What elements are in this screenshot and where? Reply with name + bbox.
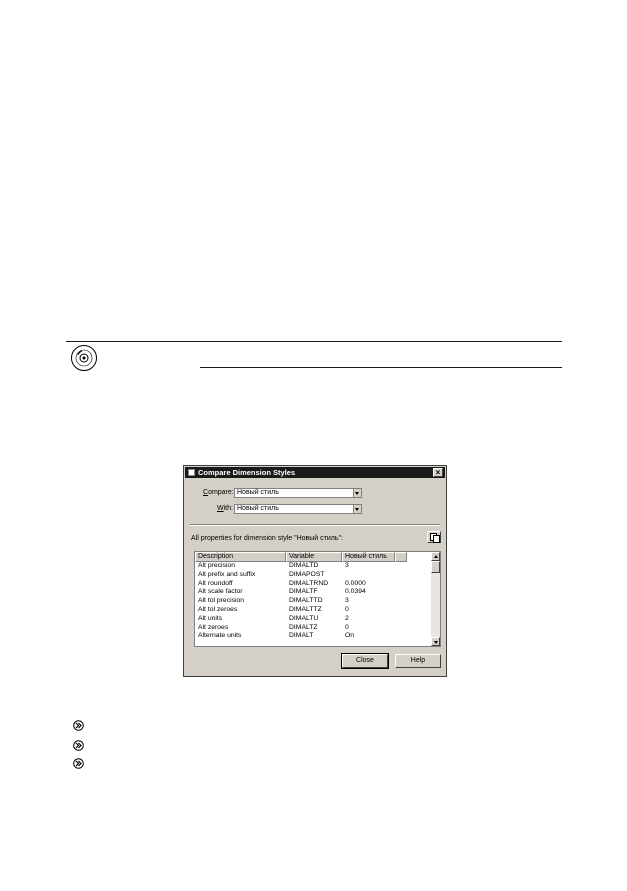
cd-disc-icon [70,344,98,372]
bullet-arrow-icon [73,758,84,769]
chevron-down-icon[interactable] [353,489,361,497]
cell-value: 0.0394 [345,588,366,596]
cell-value: 3 [345,597,349,605]
cell-value: On [345,632,355,640]
cell-description: Alternate units [198,632,242,640]
compare-dimension-styles-dialog [183,465,447,677]
cell-description: Alt prefix and suffix [198,570,256,578]
cell-description: Alt units [198,614,223,622]
cell-value: 0 [345,623,349,631]
cell-description: Alt scale factor [198,588,243,596]
cell-value: 3 [345,562,349,569]
cell-variable: DIMALTU [289,614,319,622]
cell-variable: DIMALTTD [289,597,323,605]
cell-variable: DIMAPOST [289,570,325,578]
cell-value: 2 [345,614,349,622]
bullet-arrow-icon [73,720,84,731]
close-icon[interactable]: × [433,468,443,477]
compare-select[interactable] [234,488,362,498]
dialog-titlebar[interactable] [185,467,445,478]
top-rule [66,341,562,342]
close-button[interactable]: Close [342,654,388,668]
app-icon [188,469,195,476]
properties-table[interactable] [194,551,441,647]
cell-description: Alt tol zeroes [198,606,238,613]
cell-variable: DIMALTZ [289,623,318,631]
cell-description: Alt roundoff [198,579,233,587]
column-header-extra[interactable] [395,552,407,562]
copy-to-clipboard-button[interactable] [427,531,441,543]
column-header-variable[interactable]: Variable [286,552,342,562]
table-row[interactable] [195,580,432,589]
column-header-description[interactable]: Description [195,552,286,562]
cell-variable: DIMALTD [289,562,319,569]
with-select[interactable] [234,504,362,514]
with-select-value: Новый стиль [237,505,279,512]
cell-variable: DIMALTRND [289,579,329,587]
separator [190,524,440,526]
table-row[interactable] [195,615,432,624]
help-button[interactable]: Help [395,654,441,668]
scroll-up-icon[interactable] [431,552,440,561]
table-row[interactable] [195,606,432,615]
table-scrollbar[interactable] [431,552,440,646]
cell-value: 0 [345,606,349,613]
dialog-title: Compare Dimension Styles [198,468,296,477]
cell-description: Alt zeroes [198,623,229,631]
table-row[interactable] [195,562,432,571]
column-header-style[interactable]: Новый стиль [342,552,395,562]
with-label: With: [217,505,233,512]
table-row[interactable] [195,624,432,633]
table-row[interactable] [195,571,432,580]
properties-caption: All properties for dimension style "Новый стиль": [191,535,343,542]
scroll-thumb[interactable] [431,561,440,573]
compare-label: Compare: [203,489,234,496]
chevron-down-icon[interactable] [353,505,361,513]
cell-variable: DIMALTF [289,588,318,596]
scroll-down-icon[interactable] [431,637,440,646]
table-row[interactable] [195,588,432,597]
bullet-arrow-icon [73,740,84,751]
table-row[interactable] [195,632,432,641]
compare-select-value: Новый стиль [237,489,279,496]
caption-rule [200,367,562,368]
cell-description: Alt precision [198,562,236,569]
cell-variable: DIMALTTZ [289,606,322,613]
cell-value: 0.0000 [345,579,366,587]
table-row[interactable] [195,597,432,606]
cell-description: Alt tol precision [198,597,245,605]
cell-variable: DIMALT [289,632,314,640]
